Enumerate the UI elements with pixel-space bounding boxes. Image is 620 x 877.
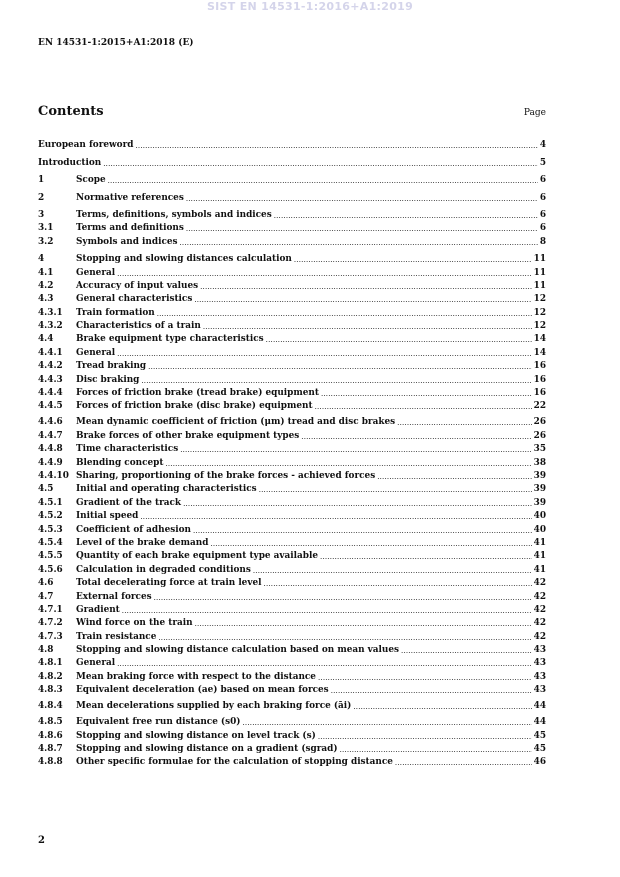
toc-entry[interactable] <box>38 711 546 727</box>
toc-entry[interactable] <box>38 344 546 357</box>
toc-entry-page: 16 <box>533 374 546 385</box>
toc-entry[interactable] <box>38 588 546 601</box>
toc-entry[interactable] <box>38 358 546 371</box>
toc-entry-page: 41 <box>533 537 546 548</box>
toc-leader-dots <box>154 595 532 602</box>
toc-entry-title: External forces <box>76 591 152 602</box>
toc-entry-page: 38 <box>533 457 546 468</box>
toc-leader-dots <box>377 474 531 481</box>
toc-entry-page: 44 <box>533 701 546 712</box>
toc-entry-number: 1 <box>38 175 45 186</box>
toc-entry[interactable] <box>38 251 546 264</box>
toc-leader-dots <box>318 675 532 682</box>
toc-entry[interactable] <box>38 291 546 304</box>
toc-entry-number: 4.4.4 <box>38 388 63 399</box>
toc-entry-number: 4.7.1 <box>38 604 63 615</box>
toc-entry-title: Train formation <box>76 307 155 318</box>
toc-entry-title: Disc braking <box>76 374 140 385</box>
toc-leader-dots <box>158 635 531 642</box>
toc-leader-dots <box>183 501 532 508</box>
toc-entry-title: Equivalent free run distance (s0) <box>76 717 241 728</box>
toc-leader-dots <box>195 621 532 628</box>
toc-entry-page: 43 <box>533 685 546 696</box>
toc-entry-page: 45 <box>533 730 546 741</box>
toc-entry[interactable] <box>38 682 546 695</box>
toc-entry-number: 4.8.4 <box>38 701 63 712</box>
toc-entry[interactable] <box>38 628 546 641</box>
toc-entry-page: 26 <box>533 430 546 441</box>
toc-entry-number: 4.8.1 <box>38 658 63 669</box>
toc-entry[interactable] <box>38 233 546 246</box>
toc-entry-title: Mean decelerations supplied by each braking force (āi) <box>76 701 352 712</box>
toc-entry-title: General <box>76 347 116 358</box>
toc-entry-title: Stopping and slowing distances calculation <box>76 254 292 265</box>
toc-entry[interactable] <box>38 398 546 411</box>
toc-entry-title: Scope <box>76 175 106 186</box>
toc-entry-number: 4.4 <box>38 334 54 345</box>
toc-entry-page: 42 <box>533 631 546 642</box>
toc-leader-dots <box>194 297 531 304</box>
toc-entry[interactable] <box>38 468 546 481</box>
toc-leader-dots <box>274 213 538 220</box>
toc-entry-page: 42 <box>533 618 546 629</box>
toc-leader-dots <box>331 688 532 695</box>
toc-leader-dots <box>315 404 532 411</box>
toc-entry-page: 5 <box>539 157 546 168</box>
toc-entry[interactable] <box>38 304 546 317</box>
toc-entry[interactable] <box>38 668 546 681</box>
toc-entry[interactable] <box>38 575 546 588</box>
toc-leader-dots <box>397 420 532 427</box>
toc-entry-number: 4.3 <box>38 294 54 305</box>
toc-entry[interactable] <box>38 727 546 740</box>
toc-leader-dots <box>148 364 532 371</box>
toc-entry-number: 4.4.9 <box>38 457 63 468</box>
page-column-label: Page <box>523 108 546 118</box>
toc-entry-title: Calculation in degraded conditions <box>76 564 251 575</box>
toc-entry-page: 11 <box>533 254 546 265</box>
toc-entry-title: Gradient <box>76 604 120 615</box>
toc-entry[interactable] <box>38 494 546 507</box>
toc-leader-dots <box>321 391 532 398</box>
toc-entry-page: 8 <box>539 236 546 247</box>
toc-entry-title: Stopping and slowing distance on a gradient (sgrad) <box>76 744 338 755</box>
toc-entry-number: 4.5.6 <box>38 564 63 575</box>
toc-entry-page: 41 <box>533 551 546 562</box>
toc-entry-page: 14 <box>533 347 546 358</box>
toc-entry[interactable] <box>38 318 546 331</box>
toc-entry[interactable] <box>38 508 546 521</box>
toc-entry-page: 44 <box>533 717 546 728</box>
toc-leader-dots <box>186 196 538 203</box>
toc-leader-dots <box>203 324 532 331</box>
toc-entry-page: 39 <box>533 484 546 495</box>
toc-entry-page: 26 <box>533 417 546 428</box>
toc-entry[interactable] <box>38 454 546 467</box>
toc-entry-page: 43 <box>533 658 546 669</box>
toc-entry-page: 6 <box>539 175 546 186</box>
toc-entry-page: 40 <box>533 524 546 535</box>
toc-entry-number: 3.1 <box>38 223 54 234</box>
toc-entry-page: 4 <box>539 140 546 151</box>
toc-entry-page: 42 <box>533 604 546 615</box>
toc-entry-page: 46 <box>533 757 546 768</box>
toc-entry-page: 22 <box>533 401 546 412</box>
toc-entry-title: Coefficient of adhesion <box>76 524 191 535</box>
toc-entry-title: Other specific formulae for the calculation of stopping distance <box>76 757 393 768</box>
toc-entry-title: Mean braking force with respect to the distance <box>76 671 316 682</box>
toc-entry-title: Introduction <box>38 157 102 168</box>
toc-leader-dots <box>320 554 532 561</box>
toc-leader-dots <box>103 161 538 168</box>
toc-entry[interactable] <box>38 278 546 291</box>
watermark: SIST EN 14531-1:2016+A1:2019 <box>206 0 414 13</box>
toc-entry-number: 4.5.3 <box>38 524 63 535</box>
toc-entry-page: 41 <box>533 564 546 575</box>
toc-entry-number: 4.8.6 <box>38 730 63 741</box>
toc-entry[interactable] <box>38 207 546 220</box>
toc-entry-number: 4.4.10 <box>38 470 69 481</box>
toc-entry-title: Symbols and indices <box>76 236 178 247</box>
toc-leader-dots <box>253 568 532 575</box>
toc-leader-dots <box>180 240 538 247</box>
toc-entry-title: Forces of friction brake (tread brake) equipment <box>76 388 319 399</box>
toc-entry-number: 4.8 <box>38 645 54 656</box>
toc-entry[interactable] <box>38 642 546 655</box>
toc-entry-number: 4.8.7 <box>38 744 63 755</box>
toc-leader-dots <box>180 447 531 454</box>
toc-entry-title: Forces of friction brake (disc brake) equipment <box>76 401 313 412</box>
toc-entry-page: 42 <box>533 591 546 602</box>
toc-entry-number: 4.4.3 <box>38 374 63 385</box>
toc-entry-number: 4.4.1 <box>38 347 63 358</box>
toc-entry[interactable] <box>38 411 546 427</box>
toc-entry[interactable] <box>38 427 546 440</box>
toc-entry-title: General characteristics <box>76 294 193 305</box>
toc-leader-dots <box>266 337 532 344</box>
toc-entry-number: 4.5.1 <box>38 497 63 508</box>
toc-entry[interactable] <box>38 385 546 398</box>
toc-leader-dots <box>243 720 532 727</box>
document-id: EN 14531-1:2015+A1:2018 (E) <box>38 38 194 48</box>
toc-leader-dots <box>200 284 532 291</box>
toc-leader-dots <box>117 351 532 358</box>
toc-entry[interactable] <box>38 602 546 615</box>
toc-entry[interactable] <box>38 371 546 384</box>
toc-entry[interactable] <box>38 172 546 185</box>
toc-leader-dots <box>395 760 532 767</box>
toc-entry-number: 4.7.2 <box>38 618 63 629</box>
toc-entry-page: 12 <box>533 294 546 305</box>
toc-leader-dots <box>210 541 531 548</box>
toc-entry-title: Initial and operating characteristics <box>76 484 257 495</box>
toc-entry-title: Terms, definitions, symbols and indices <box>76 209 272 220</box>
toc-entry-title: Brake equipment type characteristics <box>76 334 264 345</box>
toc-entry-number: 4.4.6 <box>38 417 63 428</box>
toc-entry-number: 4.5.2 <box>38 511 63 522</box>
toc-leader-dots <box>117 661 532 668</box>
toc-entry-number: 4.5.5 <box>38 551 63 562</box>
toc-entry-title: General <box>76 658 116 669</box>
toc-entry-number: 2 <box>38 192 45 203</box>
toc-entry-title: Equivalent deceleration (ae) based on mean forces <box>76 685 329 696</box>
toc-entry-number: 3 <box>38 209 45 220</box>
toc-entry-number: 4.7.3 <box>38 631 63 642</box>
toc-entry-title: Tread braking <box>76 361 147 372</box>
toc-entry-page: 39 <box>533 497 546 508</box>
toc-leader-dots <box>135 143 537 150</box>
toc-leader-dots <box>301 434 531 441</box>
toc-entry-page: 35 <box>533 444 546 455</box>
toc-entry-title: Level of the brake demand <box>76 537 209 548</box>
toc-leader-dots <box>318 734 532 741</box>
toc-leader-dots <box>193 528 532 535</box>
toc-entry-number: 4.8.8 <box>38 757 63 768</box>
toc-entry-page: 6 <box>539 223 546 234</box>
toc-entry[interactable] <box>38 264 546 277</box>
toc-entry-page: 6 <box>539 192 546 203</box>
toc-entry-number: 4.4.2 <box>38 361 63 372</box>
toc-leader-dots <box>165 461 531 468</box>
toc-entry-number: 4 <box>38 254 45 265</box>
toc-entry-title: Time characteristics <box>76 444 179 455</box>
toc-entry[interactable] <box>38 521 546 534</box>
toc-entry[interactable] <box>38 655 546 668</box>
toc-entry-page: 39 <box>533 470 546 481</box>
toc-entry-number: 4.5 <box>38 484 54 495</box>
toc-entry-page: 16 <box>533 361 546 372</box>
toc-entry-title: Terms and definitions <box>76 223 184 234</box>
toc-leader-dots <box>401 648 532 655</box>
toc-entry-page: 6 <box>539 209 546 220</box>
toc-entry-number: 4.8.3 <box>38 685 63 696</box>
toc-leader-dots <box>353 704 531 711</box>
toc-entry[interactable] <box>38 441 546 454</box>
toc-entry-page: 11 <box>533 267 546 278</box>
toc-entry-title: European foreword <box>38 140 134 151</box>
toc-entry-page: 43 <box>533 671 546 682</box>
toc-leader-dots <box>140 514 531 521</box>
contents-heading: Contents <box>38 104 104 119</box>
toc-entry-title: Mean dynamic coefficient of friction (μm) tread and disc brakes <box>76 417 396 428</box>
toc-entry-title: Stopping and slowing distance on level track (s) <box>76 730 316 741</box>
toc-entry-page: 11 <box>533 280 546 291</box>
toc-entry[interactable] <box>38 548 546 561</box>
toc-entry[interactable] <box>38 561 546 574</box>
toc-entry[interactable] <box>38 535 546 548</box>
toc-entry-number: 4.1 <box>38 267 54 278</box>
toc-entry-title: Initial speed <box>76 511 139 522</box>
toc-entry-number: 4.3.1 <box>38 307 63 318</box>
toc-leader-dots <box>340 747 532 754</box>
toc-entry-page: 42 <box>533 578 546 589</box>
toc-leader-dots <box>259 487 532 494</box>
toc-entry-page: 12 <box>533 307 546 318</box>
toc-entry-page: 45 <box>533 744 546 755</box>
toc-leader-dots <box>117 271 532 278</box>
toc-entry[interactable] <box>38 331 546 344</box>
toc-entry-title: Normative references <box>76 192 184 203</box>
toc-entry-number: 4.7 <box>38 591 54 602</box>
toc-entry[interactable] <box>38 695 546 711</box>
toc-entry-number: 4.8.2 <box>38 671 63 682</box>
toc-entry-title: Wind force on the train <box>76 618 193 629</box>
toc-entry-page: 16 <box>533 388 546 399</box>
toc-entry-number: 4.6 <box>38 578 54 589</box>
toc-entry-number: 4.4.8 <box>38 444 63 455</box>
toc-entry-title: General <box>76 267 116 278</box>
toc-entry[interactable] <box>38 137 546 150</box>
toc-entry-title: Accuracy of input values <box>76 280 199 291</box>
table-of-contents <box>38 137 546 767</box>
toc-entry-page: 43 <box>533 645 546 656</box>
toc-entry-page: 40 <box>533 511 546 522</box>
toc-entry-title: Stopping and slowing distance calculation based on mean values <box>76 645 400 656</box>
toc-entry-title: Characteristics of a train <box>76 321 201 332</box>
toc-entry-page: 12 <box>533 321 546 332</box>
toc-leader-dots <box>122 608 532 615</box>
toc-entry-title: Total decelerating force at train level <box>76 578 262 589</box>
toc-leader-dots <box>186 226 538 233</box>
toc-leader-dots <box>141 378 531 385</box>
toc-entry-page: 14 <box>533 334 546 345</box>
toc-leader-dots <box>157 311 532 318</box>
toc-entry-number: 4.8.5 <box>38 717 63 728</box>
toc-entry-title: Quantity of each brake equipment type available <box>76 551 319 562</box>
toc-entry-number: 4.4.5 <box>38 401 63 412</box>
toc-entry[interactable] <box>38 615 546 628</box>
toc-entry-title: Brake forces of other brake equipment types <box>76 430 300 441</box>
toc-entry-number: 4.2 <box>38 280 54 291</box>
toc-entry[interactable] <box>38 481 546 494</box>
toc-entry[interactable] <box>38 189 546 202</box>
toc-entry-number: 4.5.4 <box>38 537 63 548</box>
toc-leader-dots <box>108 178 538 185</box>
toc-entry-title: Gradient of the track <box>76 497 182 508</box>
toc-entry-title: Train resistance <box>76 631 157 642</box>
toc-entry[interactable] <box>38 754 546 767</box>
toc-entry-title: Sharing, proportioning of the brake forces - achieved forces <box>76 470 376 481</box>
toc-leader-dots <box>294 257 532 264</box>
toc-entry[interactable] <box>38 741 546 754</box>
toc-entry-title: Blending concept <box>76 457 164 468</box>
toc-entry[interactable] <box>38 220 546 233</box>
toc-entry-number: 4.4.7 <box>38 430 63 441</box>
toc-leader-dots <box>264 581 532 588</box>
page-number: 2 <box>38 835 45 846</box>
toc-entry-number: 3.2 <box>38 236 54 247</box>
toc-entry-number: 4.3.2 <box>38 321 63 332</box>
toc-entry[interactable] <box>38 154 546 167</box>
